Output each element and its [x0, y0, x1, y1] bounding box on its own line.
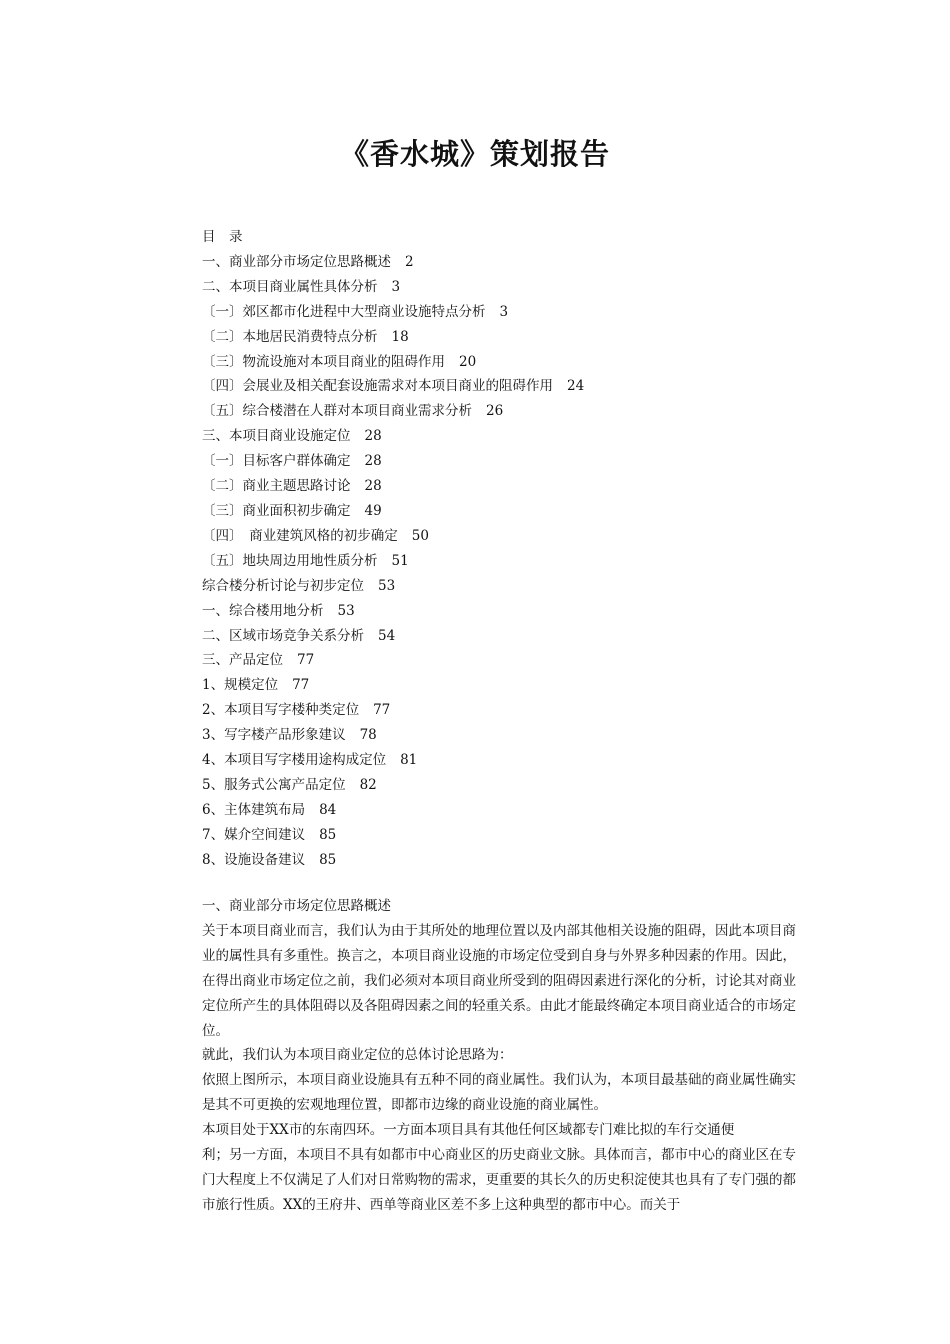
toc-entry — [202, 374, 802, 399]
toc-entry-text: 〔四〕 商业建筑风格的初步确定 — [202, 527, 398, 544]
toc-entry-page: 81 — [400, 752, 418, 769]
toc-entry-page: 49 — [364, 502, 382, 519]
toc-entry-text: 6、主体建筑布局 — [202, 801, 306, 818]
toc-entry — [202, 325, 802, 350]
body-paragraph: 依照上图所示，本项目商业设施具有五种不同的商业属性。我们认为，本项目最基础的商业属性确实是其不可更换的宏观地理位置，即都市边缘的商业设施的商业属性。 — [202, 1072, 796, 1114]
toc-entry — [202, 723, 802, 748]
toc-entry-page: 77 — [297, 652, 315, 669]
toc-entry-text: 二、本项目商业属性具体分析 — [202, 278, 378, 295]
body-paragraph: 就此，我们认为本项目商业定位的总体讨论思路为： — [202, 1047, 513, 1064]
toc-entry — [202, 574, 802, 599]
toc-entry — [202, 673, 802, 698]
section-heading: 一、商业部分市场定位思路概述 — [202, 898, 391, 914]
toc-entry — [202, 624, 802, 649]
toc-entry-page: 18 — [391, 328, 409, 345]
toc-entry-page: 3 — [391, 278, 401, 295]
toc-entry-text: 〔五〕综合楼潜在人群对本项目商业需求分析 — [202, 403, 472, 420]
body-paragraph: 关于本项目商业而言，我们认为由于其所处的地理位置以及内部其他相关设施的阻碍，因此本项目商业的属性具有多重性。换言之，本项目商业设施的市场定位受到自身与外界多种因素的作用。因此，在得出商业市场定位之前，我们必须对本项目商业所受到的阻碍因素进行深化的分析，讨论其对商业定位所产生的具体阻碍以及各阻碍因素之间的轻重关系。由此才能最终确定本项目商业适合的市场定位。 — [202, 922, 796, 1039]
toc-entry-page: 85 — [319, 826, 337, 843]
toc-entry — [202, 399, 802, 424]
toc-entry-text: 三、产品定位 — [202, 652, 283, 669]
toc-entry-text: 〔三〕商业面积初步确定 — [202, 502, 351, 519]
toc-entry — [202, 300, 802, 325]
toc-entry-page: 3 — [499, 303, 509, 320]
toc-entry-page: 78 — [359, 727, 377, 744]
toc-entry-page: 28 — [364, 478, 382, 495]
toc-entry — [202, 275, 802, 300]
toc-entry-text: 综合楼分析讨论与初步定位 — [202, 577, 364, 594]
toc-entry-page: 77 — [292, 677, 310, 694]
toc-entry-text: 〔一〕郊区都市化进程中大型商业设施特点分析 — [202, 303, 486, 320]
toc-entry-page: 20 — [459, 353, 477, 370]
toc-entry-page: 85 — [319, 851, 337, 868]
toc-entry-text: 1、规模定位 — [202, 677, 279, 694]
toc-entry-text: 〔四〕会展业及相关配套设施需求对本项目商业的阻碍作用 — [202, 378, 553, 395]
toc-entry-page: 54 — [378, 627, 396, 644]
toc-entry-page: 53 — [378, 577, 396, 594]
toc-entry-text: 8、设施设备建议 — [202, 851, 306, 868]
toc-entry — [202, 648, 802, 673]
toc-entry-page: 84 — [319, 801, 337, 818]
toc-entry-page: 24 — [567, 378, 585, 395]
toc-entry-text: 4、本项目写字楼用途构成定位 — [202, 752, 387, 769]
body-paragraph: 本项目处于XX市的东南四环。一方面本项目具有其他任何区域都专门难比拟的车行交通便 — [202, 1122, 735, 1139]
toc-entry — [202, 549, 802, 574]
toc-entry — [202, 798, 802, 823]
toc-entry — [202, 748, 802, 773]
toc-entry — [202, 499, 802, 524]
section-body — [202, 894, 796, 1218]
toc-entry-text: 三、本项目商业设施定位 — [202, 428, 351, 445]
toc-entry-text: 〔二〕商业主题思路讨论 — [202, 478, 351, 495]
toc-entry — [202, 599, 802, 624]
toc-entry — [202, 424, 802, 449]
toc-entry-page: 2 — [405, 253, 414, 270]
toc-entry — [202, 250, 802, 275]
toc-entry-text: 一、商业部分市场定位思路概述 — [202, 253, 391, 270]
toc-entry-text: 〔一〕目标客户群体确定 — [202, 453, 351, 470]
toc-entry-page: 82 — [359, 776, 377, 793]
toc-entry-text: 7、媒介空间建议 — [202, 826, 306, 843]
toc-entry-page: 50 — [411, 527, 429, 544]
toc-entry-page: 28 — [364, 428, 382, 445]
toc-entry-page: 28 — [364, 453, 382, 470]
toc-items — [202, 250, 802, 873]
toc-entry — [202, 474, 802, 499]
toc-entry — [202, 449, 802, 474]
toc-heading: 目 录 — [202, 229, 243, 245]
toc-entry-text: 〔三〕物流设施对本项目商业的阻碍作用 — [202, 353, 445, 370]
toc-entry — [202, 773, 802, 798]
toc-entry-text: 2、本项目写字楼种类定位 — [202, 702, 360, 719]
toc-entry-page: 53 — [337, 602, 355, 619]
toc-entry-text: 〔二〕本地居民消费特点分析 — [202, 328, 378, 345]
toc-entry-text: 5、服务式公寓产品定位 — [202, 776, 346, 793]
toc-entry — [202, 848, 802, 873]
toc-entry — [202, 823, 802, 848]
toc-entry — [202, 698, 802, 723]
document-title: 《香水城》策划报告 — [339, 137, 610, 171]
toc-entry-text: 二、区域市场竞争关系分析 — [202, 627, 364, 644]
toc-entry-text: 〔五〕地块周边用地性质分析 — [202, 552, 378, 569]
toc-entry — [202, 350, 802, 375]
section-paragraphs — [202, 919, 796, 1218]
toc-entry — [202, 524, 802, 549]
body-paragraph: 利；另一方面，本项目不具有如都市中心商业区的历史商业文脉。具体而言，都市中心的商业区在专门大程度上不仅满足了人们对日常购物的需求，更重要的其长久的历史积淀使其也具有了专门强的都市旅行性质。XX的王府井、西单等商业区差不多上这种典型的都市中心。而关于 — [202, 1147, 796, 1213]
toc-entry-page: 26 — [486, 403, 504, 420]
toc-entry-text: 一、综合楼用地分析 — [202, 602, 324, 619]
toc-entry-page: 77 — [373, 702, 391, 719]
toc-entry-page: 51 — [391, 552, 409, 569]
toc-entry-text: 3、写字楼产品形象建议 — [202, 727, 346, 744]
table-of-contents — [202, 225, 802, 873]
